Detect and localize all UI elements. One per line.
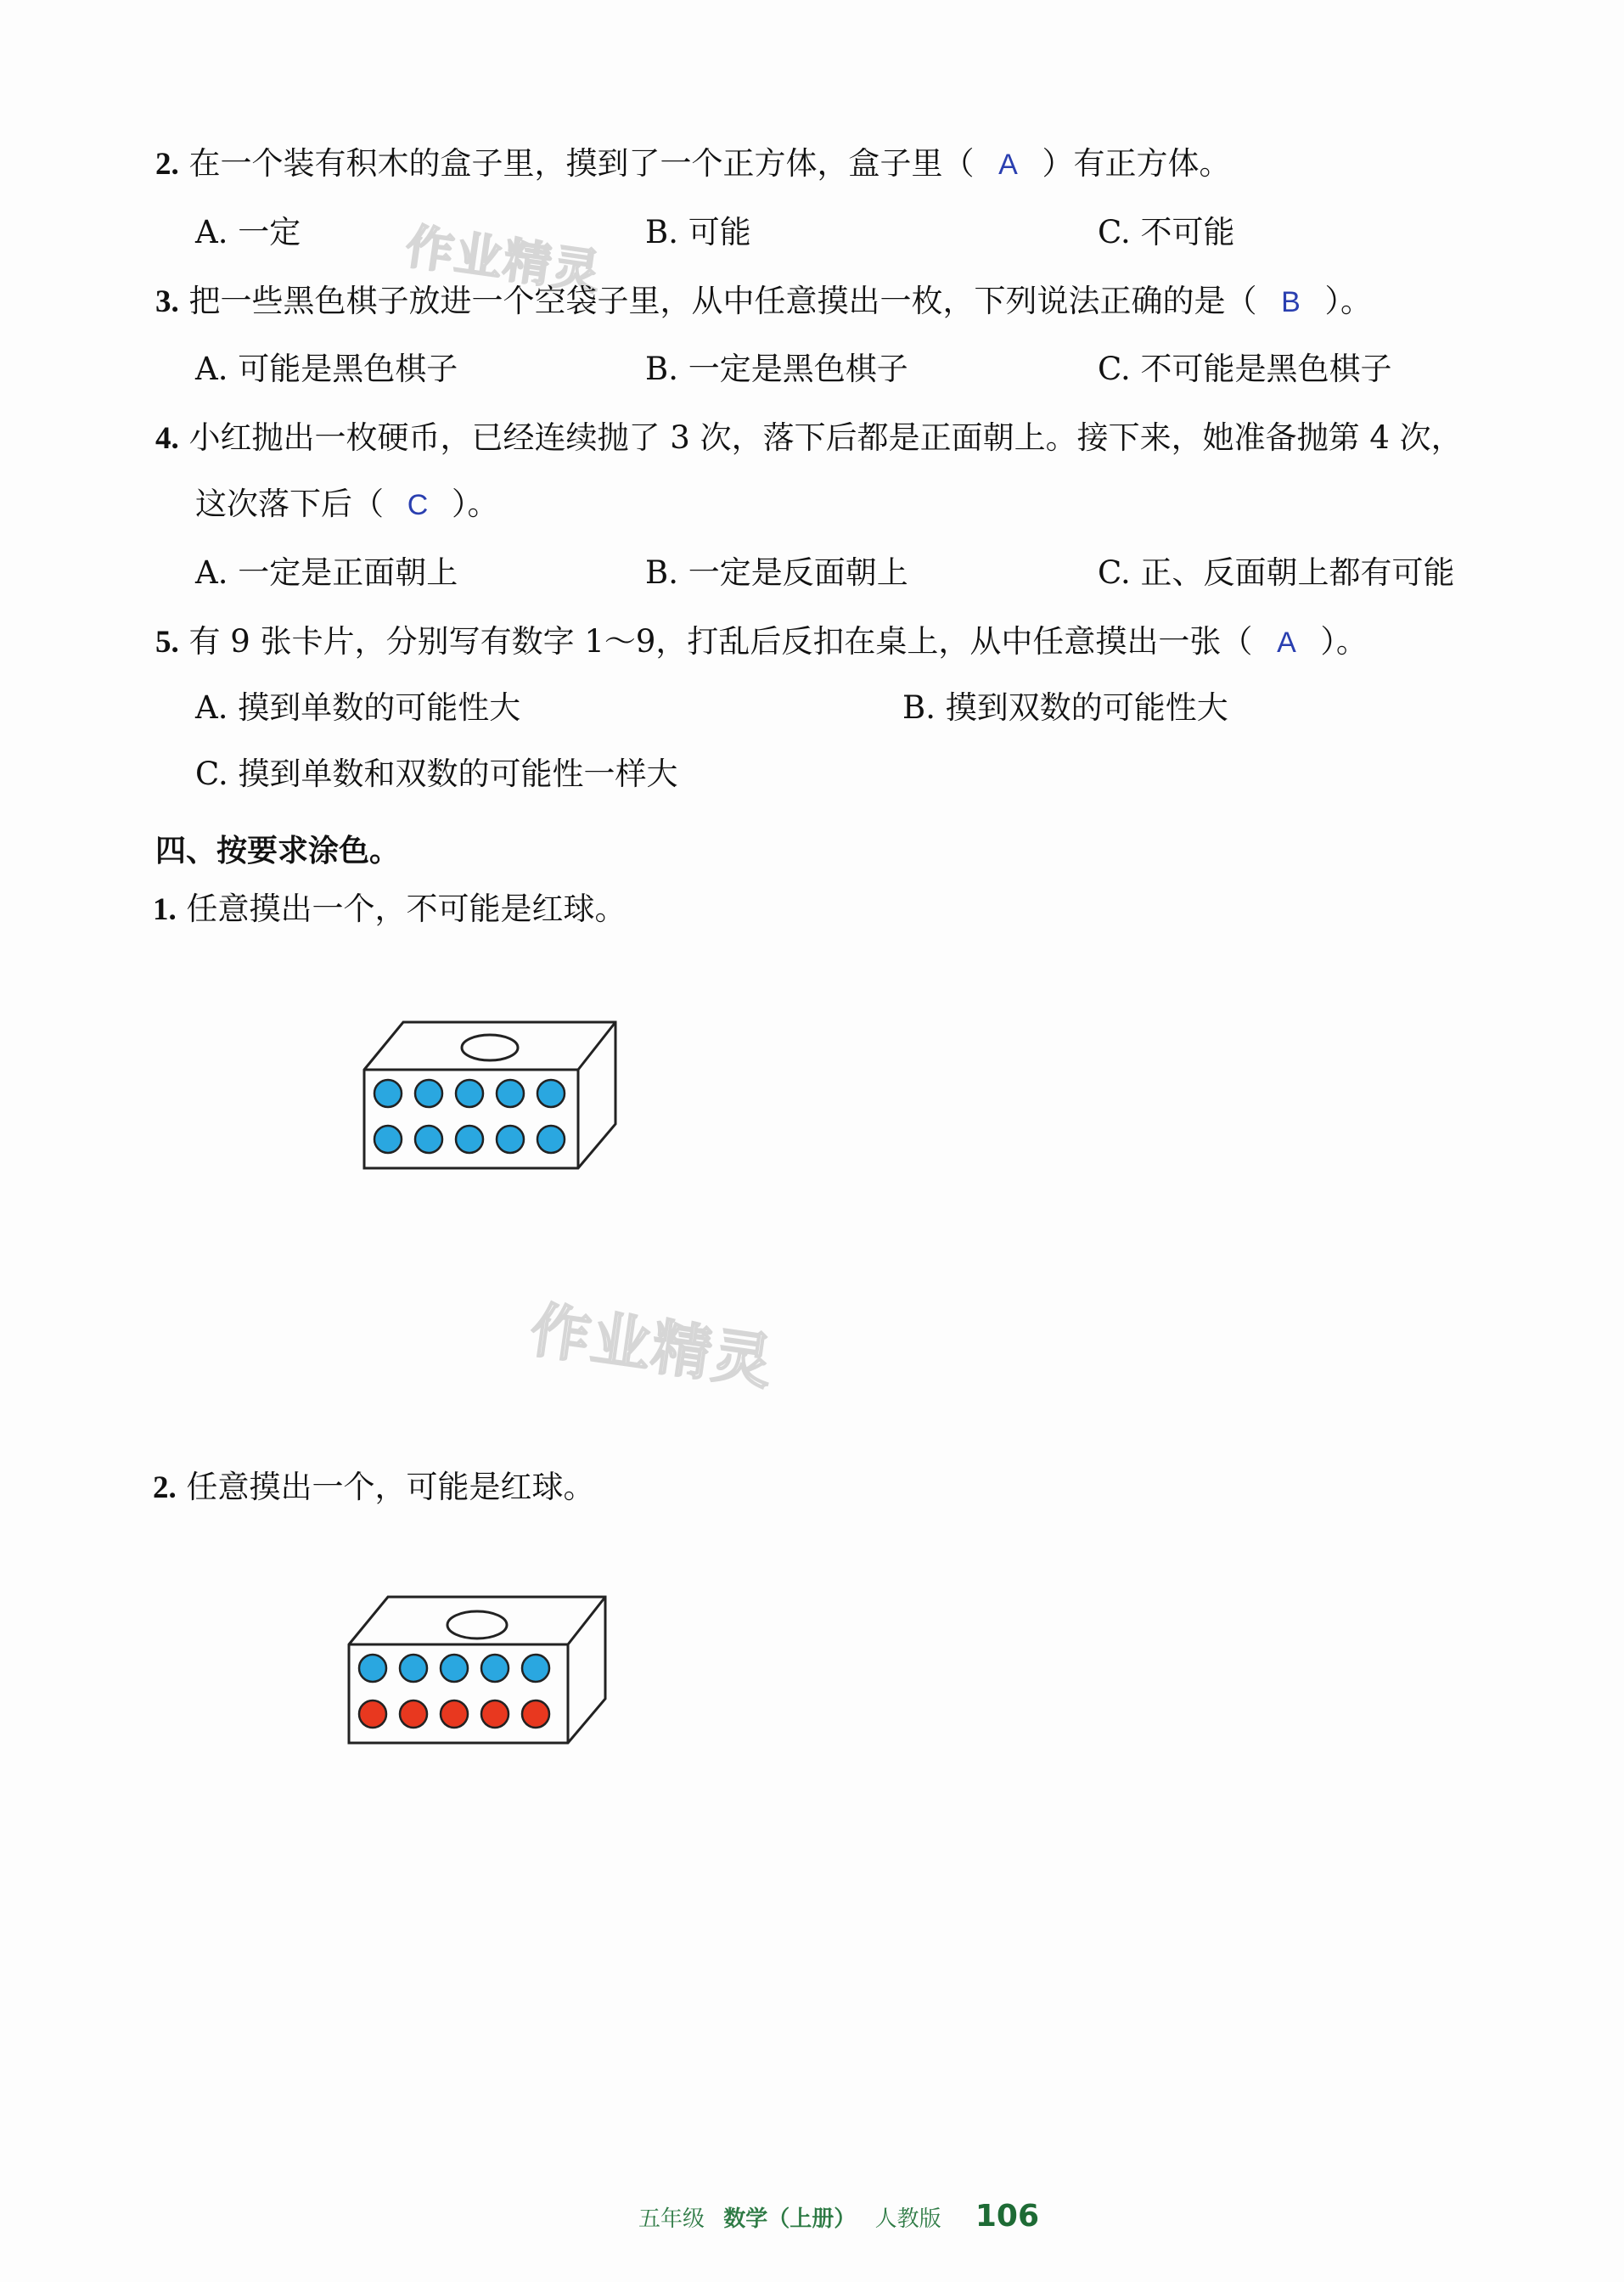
red-ball [441,1700,468,1728]
option-b: B. 摸到双数的可能性大 [902,689,1228,726]
answer-mark: A [1277,627,1296,659]
blue-ball [456,1080,483,1107]
option-a: A. 一定 [195,214,301,250]
option-c: C. 正、反面朝上都有可能 [1098,554,1455,591]
box-edge [578,1022,615,1070]
footer-subject: 数学（上册） [723,2206,857,2232]
question-text: 在一个装有积木的盒子里，摸到了一个正方体，盒子里（ [188,145,975,182]
ball-box-2 [346,1593,609,1746]
question-text: 把一些黑色棋子放进一个空袋子里，从中任意摸出一枚，下列说法正确的是（ [188,283,1257,319]
question-number: 2. [155,147,179,182]
page-number: 106 [975,2199,1039,2234]
blue-ball [400,1655,427,1682]
answer-mark: B [1281,286,1301,318]
option-b: B. 可能 [645,214,751,250]
answer-mark: A [998,149,1018,181]
question-3 [155,285,1372,318]
option-a: A. 一定是正面朝上 [195,554,458,591]
red-ball [481,1700,509,1728]
question-5 [155,623,1368,660]
question-number: 4. [155,421,179,456]
blue-ball [415,1126,442,1153]
task-number: 1. [153,892,177,927]
color-task-1 [153,893,627,925]
box-edge [568,1597,605,1644]
question-text: 这次落下后（ [195,486,384,522]
question-text-end: ）。 [1320,623,1368,660]
blue-ball [537,1080,565,1107]
color-task-2 [153,1471,595,1504]
blue-ball [497,1126,524,1153]
question-text-end: ）有正方体。 [1042,145,1231,182]
ball-box-1 [361,1019,624,1172]
task-text: 任意摸出一个，不可能是红球。 [186,891,627,927]
question-text-end: ）。 [452,486,499,522]
section-heading: 四、按要求涂色。 [155,834,401,868]
box-opening [447,1611,507,1638]
blue-ball [497,1080,524,1107]
blue-ball [415,1080,442,1107]
blue-ball [374,1126,402,1153]
watermark: 作业精灵 [525,1295,778,1398]
blue-ball [537,1126,565,1153]
task-text: 任意摸出一个，可能是红球。 [186,1469,595,1505]
question-4 [155,419,1463,456]
option-b: B. 一定是黑色棋子 [645,351,908,387]
question-text-end: ）。 [1324,283,1373,319]
footer-grade: 五年级 [638,2206,705,2232]
question-text: 小红抛出一枚硬币，已经连续抛了 3 次，落下后都是正面朝上。接下来，她准备抛第 4 次， [188,419,1463,456]
red-ball [400,1700,427,1728]
page-footer [638,2199,1051,2234]
question-number: 3. [155,284,179,319]
blue-ball [481,1655,509,1682]
footer-edition: 人教版 [874,2206,941,2232]
blue-ball [456,1126,483,1153]
blue-ball [359,1655,386,1682]
blue-ball [522,1655,549,1682]
question-number: 5. [155,625,179,660]
red-ball [359,1700,386,1728]
question-2 [155,145,1231,182]
blue-ball [374,1080,402,1107]
option-c: C. 不可能 [1098,214,1235,250]
option-a: A. 可能是黑色棋子 [195,351,458,387]
option-b: B. 一定是反面朝上 [645,554,908,591]
option-a: A. 摸到单数的可能性大 [195,689,521,726]
box-opening [462,1035,518,1060]
task-number: 2. [153,1470,177,1505]
blue-ball [441,1655,468,1682]
red-ball [522,1700,549,1728]
answer-mark: C [407,489,429,521]
question-text: 有 9 张卡片，分别写有数字 1～9，打乱后反扣在桌上，从中任意摸出一张（ [188,623,1253,660]
option-c: C. 摸到单数和双数的可能性一样大 [195,756,678,792]
watermark: 作业精灵 [402,219,605,301]
option-c: C. 不可能是黑色棋子 [1098,351,1392,387]
question-4-line2 [195,488,499,520]
